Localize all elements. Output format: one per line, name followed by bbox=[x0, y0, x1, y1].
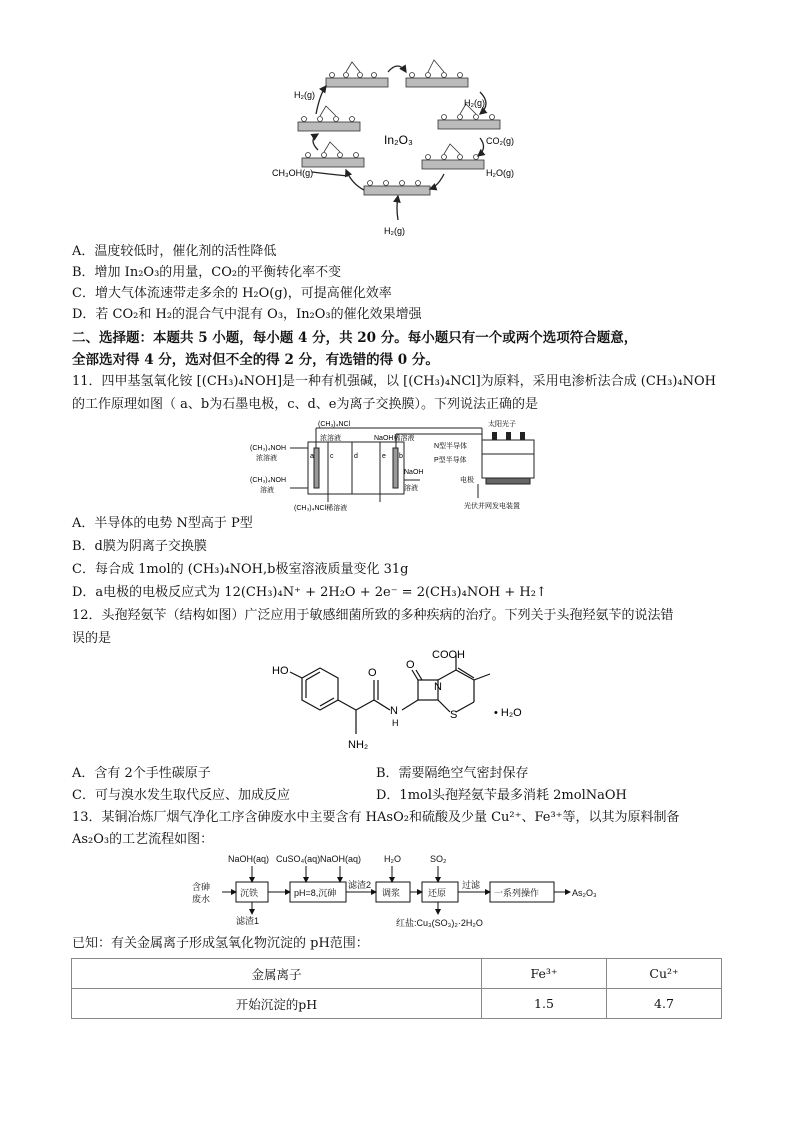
cefadroxil-structure bbox=[272, 646, 532, 764]
q12-option-c: C．可与溴水发生取代反应、加成反应 bbox=[72, 788, 290, 803]
q13-known-text: 已知：有关金属离子形成氢氧化物沉淀的 pH范围： bbox=[72, 936, 369, 951]
label-tmaoh-conc2: 浓溶液 bbox=[256, 455, 277, 462]
q10-option-d: D．若 CO₂和 H₂的混合气中混有 O₃，In₂O₃的催化效果增强 bbox=[72, 307, 422, 322]
atom-nh: N bbox=[390, 705, 398, 717]
table-cell-cu-ph: 4.7 bbox=[607, 989, 722, 1019]
label-tmaoh: (CH₃)₄NOH bbox=[250, 477, 287, 484]
flow-step-iron-removal: 沉铁 bbox=[240, 888, 259, 898]
table-header-ion: 金属离子 bbox=[72, 959, 482, 989]
label-n-semiconductor: N型半导体 bbox=[434, 443, 468, 450]
flow-residue-2: 滤渣2 bbox=[348, 880, 372, 890]
label-tmaoh-conc: (CH₃)₄NOH bbox=[250, 445, 287, 452]
table-row bbox=[72, 989, 722, 1019]
q11-option-b: B．d膜为阴离子交换膜 bbox=[72, 539, 207, 554]
q11-option-a: A．半导体的电势 N型高于 P型 bbox=[72, 516, 253, 531]
table-row bbox=[72, 959, 722, 989]
q12-stem-line1: 12．头孢羟氨苄（结构如图）广泛应用于敏感细菌所致的多种疾病的治疗。下列关于头孢羟氨苄的说法错 bbox=[72, 608, 674, 623]
q13-stem-line2: As₂O₃的工艺流程如图： bbox=[72, 832, 214, 847]
section2-heading-line2: 全部选对得 4 分，选对但不全的得 2 分，有选错的得 0 分。 bbox=[72, 352, 439, 368]
atom-s: S bbox=[450, 709, 458, 721]
table-header-fe: Fe³⁺ bbox=[482, 959, 607, 989]
label-sunlight: 太阳光子 bbox=[488, 421, 516, 428]
label-naoh-dilute: NaOH稀溶液 bbox=[374, 435, 415, 442]
flow-step-slurry: 调浆 bbox=[382, 888, 401, 898]
q12-option-a: A．含有 2个手性碳原子 bbox=[72, 766, 211, 781]
label-nacl-conc2: 浓溶液 bbox=[320, 435, 341, 442]
atom-o-amide: O bbox=[368, 667, 377, 679]
atom-nh2: NH₂ bbox=[348, 739, 369, 751]
label-h2-bottom: H₂(g) bbox=[384, 226, 405, 236]
q11-stem-line1: 11．四甲基氢氧化铵 [(CH₃)₄NOH]是一种有机强碱，以 [(CH₃)₄NCl]为原料，采用电渗析法合成 (CH₃)₄NOH bbox=[72, 374, 716, 389]
q11-option-d: D．a电极的电极反应式为 12(CH₃)₄N⁺ + 2H₂O + 2e⁻ = 2(CH₃)₄NOH + H₂↑ bbox=[72, 585, 547, 600]
q11-option-c: C．每合成 1mol的 (CH₃)₄NOH,b极室溶液质量变化 31g bbox=[72, 562, 409, 577]
flow-reagent-naoh1: NaOH(aq) bbox=[228, 854, 270, 864]
label-nacl-dilute: (CH₃)₄NCl稀溶液 bbox=[294, 505, 348, 512]
section2-heading-line1: 二、选择题：本题共 5 小题，每小题 4 分，共 20 分。每小题只有一个或两个选项符合题意， bbox=[72, 330, 638, 346]
label-naoh: NaOH bbox=[404, 469, 424, 476]
catalyst-label: In₂O₃ bbox=[384, 133, 413, 147]
atom-ho: HO bbox=[272, 665, 289, 677]
label-p-semiconductor: P型半导体 bbox=[434, 457, 467, 464]
atom-h: H bbox=[392, 718, 399, 728]
label-h2-top-right: H₂(g) bbox=[464, 98, 485, 108]
flow-filter: 过滤 bbox=[462, 880, 481, 890]
flow-feed-1: 含砷 bbox=[192, 882, 211, 892]
flow-product: As₂O₃ bbox=[572, 888, 597, 898]
label-electrode: 电极 bbox=[460, 477, 474, 484]
q12-option-d: D．1mol头孢羟氨苄最多消耗 2molNaOH bbox=[376, 788, 627, 803]
q13-stem-line1: 13．某铜冶炼厂烟气净化工序含砷废水中主要含有 HAsO₂和硫酸及少量 Cu²⁺、Fe³⁺等，以其为原料制备 bbox=[72, 810, 680, 825]
q10-option-c: C．增大气体流速带走多余的 H₂O(g)，可提高催化效率 bbox=[72, 286, 392, 301]
flow-reagent-h2o: H₂O bbox=[384, 854, 401, 864]
label-h2o: H₂O(g) bbox=[486, 168, 514, 178]
label-pv-device: 光伏并网发电装置 bbox=[464, 503, 520, 510]
atom-o-lactam: O bbox=[406, 659, 415, 671]
q11-stem-line2: 的工作原理如图（ a、b为石墨电极，c、d、e为离子交换膜）。下列说法正确的是 bbox=[72, 397, 539, 412]
label-electrode-b: b bbox=[399, 453, 403, 460]
flow-reagent-so2: SO₂ bbox=[430, 854, 447, 864]
water-of-hydration: • H₂O bbox=[494, 707, 522, 719]
label-membrane-e: e bbox=[382, 453, 386, 460]
label-electrode-a: a bbox=[310, 453, 314, 460]
atom-n-ring: N bbox=[434, 681, 442, 693]
label-h2-top-left: H₂(g) bbox=[294, 90, 315, 100]
label-membrane-d: d bbox=[354, 453, 358, 460]
catalyst-cycle-diagram bbox=[268, 44, 528, 244]
table-header-cu: Cu²⁺ bbox=[607, 959, 722, 989]
label-naoh2: 溶液 bbox=[404, 485, 418, 492]
label-membrane-c: c bbox=[330, 453, 334, 460]
precipitation-ph-table bbox=[71, 958, 722, 1019]
flow-feed-2: 废水 bbox=[192, 894, 211, 904]
flow-reagent-naoh2: NaOH(aq) bbox=[320, 854, 362, 864]
q12-stem-line2: 误的是 bbox=[72, 631, 112, 646]
flow-byproduct: 红盐:Cu₃(SO₃)₂·2H₂O bbox=[396, 918, 483, 928]
flow-step-arsenic-precip: pH=8,沉砷 bbox=[294, 888, 337, 898]
flow-step-reduction: 还原 bbox=[428, 888, 447, 898]
flow-reagent-cuso4: CuSO₄(aq) bbox=[276, 854, 321, 864]
label-co2: CO₂(g) bbox=[486, 136, 514, 146]
process-flow-diagram bbox=[190, 852, 610, 934]
electrodialysis-diagram bbox=[250, 418, 550, 514]
q12-option-b: B．需要隔绝空气密封保存 bbox=[376, 766, 529, 781]
atom-cooh: COOH bbox=[432, 649, 465, 661]
label-tmaoh2: 溶液 bbox=[260, 487, 274, 494]
q10-option-a: A．温度较低时，催化剂的活性降低 bbox=[72, 244, 277, 259]
table-cell-label: 开始沉淀的pH bbox=[72, 989, 482, 1019]
q10-option-b: B．增加 In₂O₃的用量，CO₂的平衡转化率不变 bbox=[72, 265, 342, 280]
label-nacl-conc: (CH₃)₄NCl bbox=[318, 421, 351, 428]
flow-residue-1: 滤渣1 bbox=[236, 916, 260, 926]
table-cell-fe-ph: 1.5 bbox=[482, 989, 607, 1019]
label-ch3oh: CH₃OH(g) bbox=[272, 168, 314, 178]
flow-step-operations: 一系列操作 bbox=[494, 888, 540, 898]
